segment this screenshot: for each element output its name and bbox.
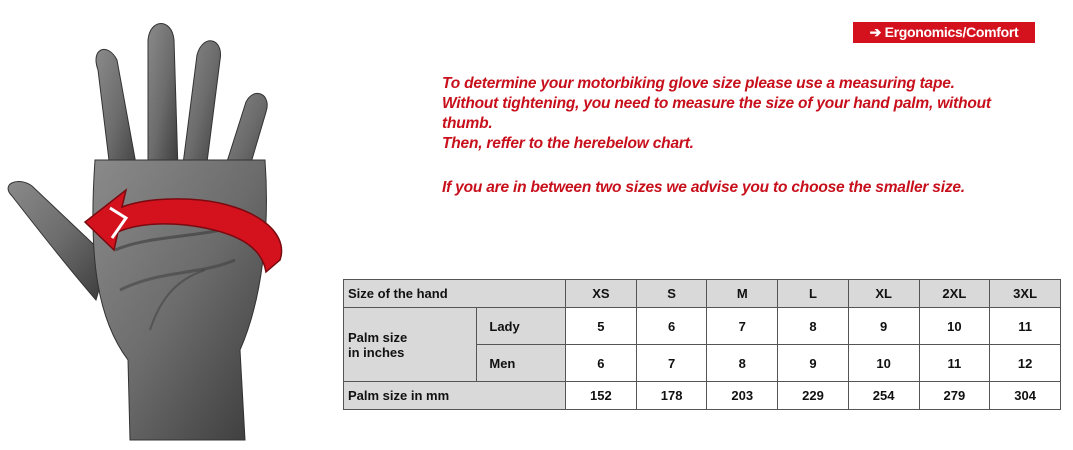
lady-inches-xl: 9 bbox=[848, 308, 919, 345]
men-inches-3xl: 12 bbox=[990, 345, 1061, 382]
palm-mm-label: Palm size in mm bbox=[344, 382, 566, 410]
instruction-line-4: If you are in between two sizes we advise you to choose the smaller size. bbox=[442, 179, 965, 196]
mm-m: 203 bbox=[707, 382, 778, 410]
mm-2xl: 279 bbox=[919, 382, 990, 410]
lady-inches-3xl: 11 bbox=[990, 308, 1061, 345]
size-header-xl: XL bbox=[848, 280, 919, 308]
lady-label: Lady bbox=[477, 308, 566, 345]
ergonomics-comfort-badge[interactable]: ➔ Ergonomics/Comfort bbox=[853, 22, 1035, 43]
size-header-2xl: 2XL bbox=[919, 280, 990, 308]
hand-measuring-illustration bbox=[0, 0, 300, 450]
lady-inches-l: 8 bbox=[778, 308, 849, 345]
lady-inches-s: 6 bbox=[636, 308, 707, 345]
instruction-line-1: To determine your motorbiking glove size please use a measuring tape. bbox=[442, 75, 955, 92]
men-inches-2xl: 11 bbox=[919, 345, 990, 382]
table-row-lady bbox=[344, 308, 1061, 345]
palm-inches-label-line2: in inches bbox=[348, 344, 405, 360]
lady-inches-xs: 5 bbox=[566, 308, 637, 345]
mm-3xl: 304 bbox=[990, 382, 1061, 410]
palm-inches-label-line1: Palm size bbox=[348, 329, 408, 345]
table-row-mm bbox=[344, 382, 1061, 410]
size-header-xs: XS bbox=[566, 280, 637, 308]
lady-inches-2xl: 10 bbox=[919, 308, 990, 345]
instruction-line-2: Without tightening, you need to measure the size of your hand palm, without thumb. bbox=[442, 95, 991, 132]
mm-l: 229 bbox=[778, 382, 849, 410]
header-size-of-hand: Size of the hand bbox=[344, 280, 566, 308]
palm-inches-label bbox=[344, 308, 477, 382]
men-inches-m: 8 bbox=[707, 345, 778, 382]
sizing-instructions bbox=[442, 74, 1042, 198]
instruction-line-3: Then, reffer to the herebelow chart. bbox=[442, 135, 694, 152]
mm-s: 178 bbox=[636, 382, 707, 410]
table-row-sizes bbox=[344, 280, 1061, 308]
men-label: Men bbox=[477, 345, 566, 382]
men-inches-xs: 6 bbox=[566, 345, 637, 382]
mm-xs: 152 bbox=[566, 382, 637, 410]
size-header-m: M bbox=[707, 280, 778, 308]
size-header-l: L bbox=[778, 280, 849, 308]
lady-inches-m: 7 bbox=[707, 308, 778, 345]
men-inches-l: 9 bbox=[778, 345, 849, 382]
men-inches-xl: 10 bbox=[848, 345, 919, 382]
size-header-s: S bbox=[636, 280, 707, 308]
men-inches-s: 7 bbox=[636, 345, 707, 382]
glove-size-table bbox=[343, 279, 1061, 410]
size-header-3xl: 3XL bbox=[990, 280, 1061, 308]
mm-xl: 254 bbox=[848, 382, 919, 410]
